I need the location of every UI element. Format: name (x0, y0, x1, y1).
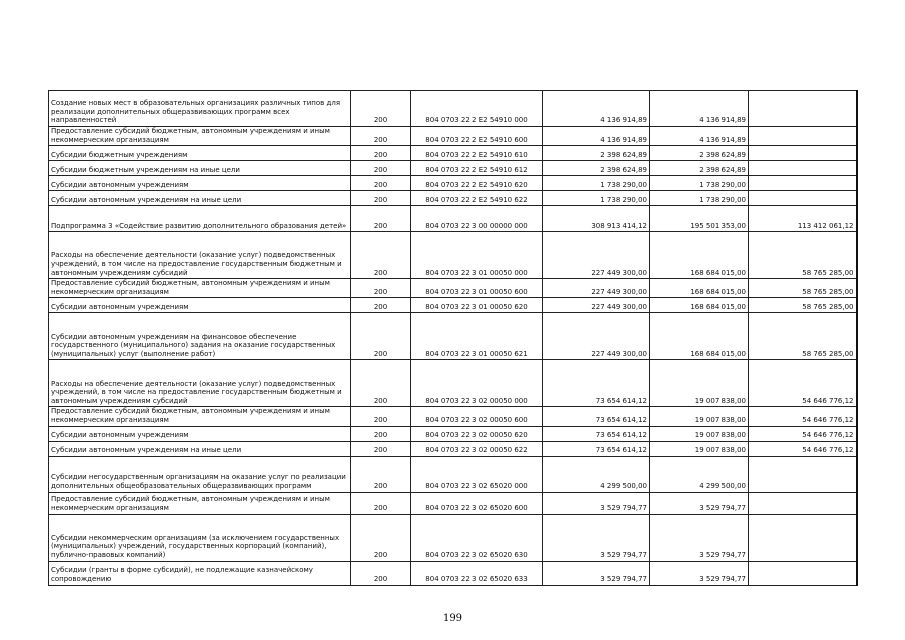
row-kbk-cell: 804 0703 22 3 01 00050 621 (411, 313, 543, 360)
row-code-cell: 200 (351, 514, 411, 561)
row-name-cell: Субсидии автономным учреждениям на финансовое обеспечение государственного (муниципального) задания на оказание государственных (муниципальных) услуг (выполнение работ) (49, 313, 351, 360)
row-name-cell: Субсидии (гранты в форме субсидий), не подлежащие казначейскому сопровождению (49, 561, 351, 585)
row-name-cell: Субсидии бюджетным учреждениям (49, 146, 351, 161)
row-name-cell: Субсидии бюджетным учреждениям на иные цели (49, 161, 351, 176)
row-amount-third-cell: 113 412 061,12 (749, 206, 857, 232)
table-row (49, 298, 857, 313)
row-amount-second-cell: 1 738 290,00 (650, 191, 749, 206)
row-amount-total-cell: 73 654 614,12 (543, 407, 650, 426)
row-amount-second-cell: 4 136 914,89 (650, 91, 749, 127)
row-amount-third-cell (749, 514, 857, 561)
row-amount-total-cell: 2 398 624,89 (543, 146, 650, 161)
row-amount-second-cell: 3 529 794,77 (650, 514, 749, 561)
row-amount-third-cell: 58 765 285,00 (749, 279, 857, 298)
row-amount-second-cell: 19 007 838,00 (650, 426, 749, 441)
row-kbk-cell: 804 0703 22 2 E2 54910 620 (411, 176, 543, 191)
row-code-cell: 200 (351, 360, 411, 407)
row-amount-third-cell (749, 91, 857, 127)
row-name-cell: Расходы на обеспечение деятельности (оказание услуг) подведомственных учреждений, в том числе на предоставление государственным бюджетным и автономным учреждениям субсидий (49, 360, 351, 407)
row-kbk-cell: 804 0703 22 2 E2 54910 610 (411, 146, 543, 161)
row-code-cell: 200 (351, 176, 411, 191)
row-amount-total-cell: 3 529 794,77 (543, 561, 650, 585)
row-kbk-cell: 804 0703 22 3 02 00050 000 (411, 360, 543, 407)
row-amount-total-cell: 3 529 794,77 (543, 492, 650, 514)
row-code-cell: 200 (351, 127, 411, 146)
row-amount-total-cell: 227 449 300,00 (543, 298, 650, 313)
row-amount-second-cell: 2 398 624,89 (650, 161, 749, 176)
row-kbk-cell: 804 0703 22 3 02 00050 620 (411, 426, 543, 441)
row-name-cell: Субсидии автономным учреждениям (49, 176, 351, 191)
row-code-cell: 200 (351, 206, 411, 232)
row-amount-second-cell: 1 738 290,00 (650, 176, 749, 191)
row-code-cell: 200 (351, 232, 411, 279)
row-kbk-cell: 804 0703 22 2 E2 54910 622 (411, 191, 543, 206)
row-code-cell: 200 (351, 313, 411, 360)
row-amount-second-cell: 195 501 353,00 (650, 206, 749, 232)
row-amount-total-cell: 227 449 300,00 (543, 232, 650, 279)
row-amount-second-cell: 4 136 914,89 (650, 127, 749, 146)
row-kbk-cell: 804 0703 22 2 E2 54910 000 (411, 91, 543, 127)
row-amount-second-cell: 3 529 794,77 (650, 492, 749, 514)
row-amount-second-cell: 3 529 794,77 (650, 561, 749, 585)
row-code-cell: 200 (351, 407, 411, 426)
budget-table (48, 90, 858, 586)
row-amount-second-cell: 19 007 838,00 (650, 407, 749, 426)
row-amount-second-cell: 4 299 500,00 (650, 456, 749, 492)
row-kbk-cell: 804 0703 22 3 00 00000 000 (411, 206, 543, 232)
row-amount-third-cell (749, 561, 857, 585)
row-kbk-cell: 804 0703 22 3 02 65020 630 (411, 514, 543, 561)
row-code-cell: 200 (351, 492, 411, 514)
table-row (49, 206, 857, 232)
row-amount-third-cell (749, 191, 857, 206)
row-amount-total-cell: 73 654 614,12 (543, 426, 650, 441)
table-row (49, 313, 857, 360)
table-row (49, 146, 857, 161)
row-code-cell: 200 (351, 441, 411, 456)
row-code-cell: 200 (351, 298, 411, 313)
row-amount-second-cell: 168 684 015,00 (650, 232, 749, 279)
row-name-cell: Создание новых мест в образовательных организациях различных типов для реализации дополнительных общеразвивающих программ всех направленностей (49, 91, 351, 127)
row-amount-third-cell: 58 765 285,00 (749, 313, 857, 360)
row-amount-second-cell: 168 684 015,00 (650, 298, 749, 313)
row-code-cell: 200 (351, 561, 411, 585)
row-amount-second-cell: 2 398 624,89 (650, 146, 749, 161)
table-row (49, 441, 857, 456)
table-row (49, 127, 857, 146)
row-amount-third-cell: 58 765 285,00 (749, 298, 857, 313)
table-row (49, 407, 857, 426)
row-code-cell: 200 (351, 191, 411, 206)
row-name-cell: Субсидии автономным учреждениям на иные цели (49, 441, 351, 456)
table-row (49, 279, 857, 298)
row-name-cell: Предоставление субсидий бюджетным, автономным учреждениям и иным некоммерческим организациям (49, 492, 351, 514)
row-amount-total-cell: 73 654 614,12 (543, 360, 650, 407)
row-kbk-cell: 804 0703 22 3 01 00050 600 (411, 279, 543, 298)
row-name-cell: Подпрограмма 3 «Содействие развитию дополнительного образования детей» (49, 206, 351, 232)
row-code-cell: 200 (351, 426, 411, 441)
row-name-cell: Субсидии автономным учреждениям на иные цели (49, 191, 351, 206)
row-code-cell: 200 (351, 161, 411, 176)
table-row (49, 176, 857, 191)
table-row (49, 191, 857, 206)
row-kbk-cell: 804 0703 22 3 02 65020 000 (411, 456, 543, 492)
row-amount-second-cell: 19 007 838,00 (650, 441, 749, 456)
row-name-cell: Предоставление субсидий бюджетным, автономным учреждениям и иным некоммерческим организациям (49, 407, 351, 426)
row-amount-total-cell: 1 738 290,00 (543, 191, 650, 206)
row-amount-third-cell (749, 176, 857, 191)
table-row (49, 91, 857, 127)
row-code-cell: 200 (351, 91, 411, 127)
row-name-cell: Субсидии некоммерческим организациям (за исключением государственных (муниципальных) учреждений, государственных корпораций (компаний), публично-правовых компаний) (49, 514, 351, 561)
table-row (49, 161, 857, 176)
row-code-cell: 200 (351, 279, 411, 298)
row-amount-total-cell: 308 913 414,12 (543, 206, 650, 232)
row-amount-total-cell: 4 136 914,89 (543, 91, 650, 127)
row-amount-third-cell: 58 765 285,00 (749, 232, 857, 279)
row-amount-total-cell: 227 449 300,00 (543, 313, 650, 360)
table-row (49, 456, 857, 492)
row-name-cell: Предоставление субсидий бюджетным, автономным учреждениям и иным некоммерческим организациям (49, 127, 351, 146)
row-kbk-cell: 804 0703 22 2 E2 54910 612 (411, 161, 543, 176)
row-amount-third-cell (749, 127, 857, 146)
table-row (49, 232, 857, 279)
row-amount-total-cell: 227 449 300,00 (543, 279, 650, 298)
row-amount-second-cell: 19 007 838,00 (650, 360, 749, 407)
row-kbk-cell: 804 0703 22 2 E2 54910 600 (411, 127, 543, 146)
row-amount-total-cell: 1 738 290,00 (543, 176, 650, 191)
row-amount-third-cell: 54 646 776,12 (749, 441, 857, 456)
row-name-cell: Расходы на обеспечение деятельности (оказание услуг) подведомственных учреждений, в том числе на предоставление государственным бюджетным и автономным учреждениям субсидий (49, 232, 351, 279)
row-amount-total-cell: 73 654 614,12 (543, 441, 650, 456)
table-row (49, 514, 857, 561)
row-name-cell: Субсидии автономным учреждениям (49, 298, 351, 313)
page-number: 199 (442, 613, 463, 624)
row-amount-total-cell: 4 136 914,89 (543, 127, 650, 146)
row-amount-third-cell (749, 146, 857, 161)
table-row (49, 492, 857, 514)
row-amount-third-cell: 54 646 776,12 (749, 360, 857, 407)
row-kbk-cell: 804 0703 22 3 01 00050 000 (411, 232, 543, 279)
row-code-cell: 200 (351, 456, 411, 492)
row-amount-third-cell (749, 161, 857, 176)
row-amount-third-cell: 54 646 776,12 (749, 426, 857, 441)
row-amount-second-cell: 168 684 015,00 (650, 279, 749, 298)
row-amount-total-cell: 3 529 794,77 (543, 514, 650, 561)
table-row (49, 426, 857, 441)
row-kbk-cell: 804 0703 22 3 02 00050 622 (411, 441, 543, 456)
row-name-cell: Субсидии негосударственным организациям на оказание услуг по реализации дополнительных общеобразовательных общеразвивающих программ (49, 456, 351, 492)
row-kbk-cell: 804 0703 22 3 02 65020 600 (411, 492, 543, 514)
table-row (49, 561, 857, 585)
row-kbk-cell: 804 0703 22 3 01 00050 620 (411, 298, 543, 313)
row-name-cell: Субсидии автономным учреждениям (49, 426, 351, 441)
row-amount-total-cell: 2 398 624,89 (543, 161, 650, 176)
row-amount-second-cell: 168 684 015,00 (650, 313, 749, 360)
row-name-cell: Предоставление субсидий бюджетным, автономным учреждениям и иным некоммерческим организациям (49, 279, 351, 298)
row-amount-third-cell (749, 456, 857, 492)
row-code-cell: 200 (351, 146, 411, 161)
row-amount-third-cell: 54 646 776,12 (749, 407, 857, 426)
row-amount-total-cell: 4 299 500,00 (543, 456, 650, 492)
table-row (49, 360, 857, 407)
row-kbk-cell: 804 0703 22 3 02 65020 633 (411, 561, 543, 585)
budget-table-body (49, 91, 857, 586)
row-kbk-cell: 804 0703 22 3 02 00050 600 (411, 407, 543, 426)
row-amount-third-cell (749, 492, 857, 514)
